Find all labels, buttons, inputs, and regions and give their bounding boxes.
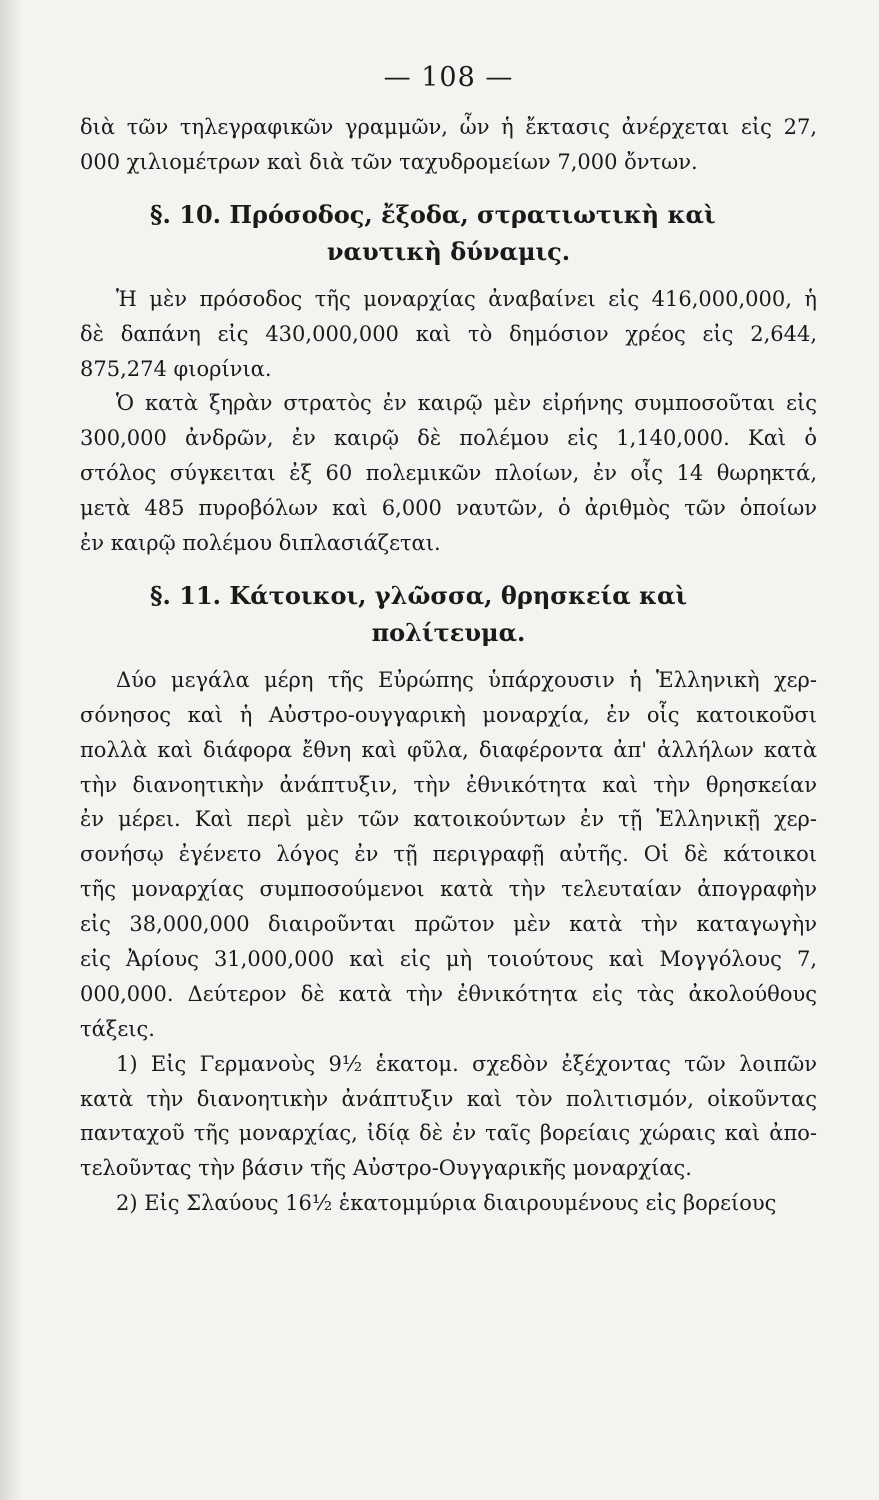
text-line: δὲ δαπάνη εἰς 430,000,000 καὶ τὸ δημόσιον χρέος εἰς 2,644, [80, 321, 817, 346]
text-line: 2) Εἰς Σλαύους 16½ ἑκατομμύρια διαιρουμένους εἰς βορείους [116, 1191, 777, 1216]
text-line: πανταχοῦ τῆς μοναρχίας, ἰδίᾳ δὲ ἐν ταῖς βορείαις χώραις καὶ ἀπο- [80, 1121, 817, 1146]
text-line: ἐν καιρῷ πολέμου διπλασιάζεται. [80, 531, 441, 556]
text-line: στόλος σύγκειται ἐξ 60 πολεμικῶν πλοίων, ἐν οἷς 14 θωρηκτά, [80, 461, 817, 486]
text-line: τῆς μοναρχίας συμποσούμενοι κατὰ τὴν τελευταίαν ἀπογραφὴν [80, 877, 817, 902]
text-line: εἰς 38,000,000 διαιροῦνται πρῶτον μὲν κατὰ τὴν καταγωγὴν [80, 912, 817, 937]
body-text [80, 110, 817, 1221]
text-line: Ὁ κατὰ ξηρὰν στρατὸς ἐν καιρῷ μὲν εἰρήνης συμποσοῦται εἰς [116, 391, 817, 416]
text-line: τελοῦντας τὴν βάσιν τῆς Αὐστρο-Ουγγαρικῆς μοναρχίας. [80, 1156, 692, 1181]
text-line: κατὰ τὴν διανοητικὴν ἀνάπτυξιν καὶ τὸν πολιτισμόν, οἰκοῦντας [80, 1086, 817, 1111]
section-heading-line: §. 11. Κάτοικοι, γλῶσσα, θρησκεία καὶ [150, 580, 688, 610]
text-line: τὴν διανοητικὴν ἀνάπτυξιν, τὴν ἐθνικότητα καὶ τὴν θρησκείαν [80, 772, 817, 797]
text-line: μετὰ 485 πυροβόλων καὶ 6,000 ναυτῶν, ὁ ἀριθμὸς τῶν ὁποίων [80, 496, 817, 521]
text-line: ἐν μέρει. Καὶ περὶ μὲν τῶν κατοικούντων ἐν τῇ Ἑλληνικῇ χερ- [80, 807, 817, 832]
text-line: Ἡ μὲν πρόσοδος τῆς μοναρχίας ἀναβαίνει εἰς 416,000,000, ἡ [116, 286, 817, 311]
text-line: σονήσῳ ἐγένετο λόγος ἐν τῇ περιγραφῇ αὐτῆς. Οἱ δὲ κάτοικοι [80, 842, 817, 867]
text-line: 875,274 φιορίνια. [80, 356, 272, 381]
text-line: διὰ τῶν τηλεγραφικῶν γραμμῶν, ὧν ἡ ἔκτασις ἀνέρχεται εἰς 27, [80, 115, 817, 139]
section-heading-line: §. 10. Πρόσοδος, ἔξοδα, στρατιωτικὴ καὶ [150, 199, 716, 229]
section-heading-line: ναυτικὴ δύναμις. [326, 236, 571, 266]
text-line: εἰς Ἀρίους 31,000,000 καὶ εἰς μὴ τοιούτους καὶ Μογγόλους 7, [80, 947, 817, 972]
text-line: Δύο μεγάλα μέρη τῆς Εὐρώπης ὑπάρχουσιν ἡ Ἑλληνικὴ χερ- [116, 667, 817, 692]
text-line: 300,000 ἀνδρῶν, ἐν καιρῷ δὲ πολέμου εἰς 1,140,000. Καὶ ὁ [80, 426, 817, 451]
text-line: 000 χιλιομέτρων καὶ διὰ τῶν ταχυδρομείων 7,000 ὄντων. [80, 149, 698, 174]
text-line: πολλὰ καὶ διάφορα ἔθνη καὶ φῦλα, διαφέροντα ἀπ' ἀλλήλων κατὰ [80, 737, 817, 762]
text-line: τάξεις. [80, 1016, 155, 1041]
text-line: 000,000. Δεύτερον δὲ κατὰ τὴν ἐθνικότητα εἰς τὰς ἀκολούθους [80, 981, 817, 1006]
text-line: 1) Εἰς Γερμανοὺς 9½ ἑκατομ. σχεδὸν ἐξέχοντας τῶν λοιπῶν [116, 1051, 817, 1076]
text-line: σόνησος καὶ ἡ Αὐστρο-ουγγαρικὴ μοναρχία, ἐν οἷς κατοικοῦσι [80, 702, 817, 727]
section-heading-line: πολίτευμα. [371, 617, 526, 647]
page-number: — 108 — [383, 62, 514, 93]
